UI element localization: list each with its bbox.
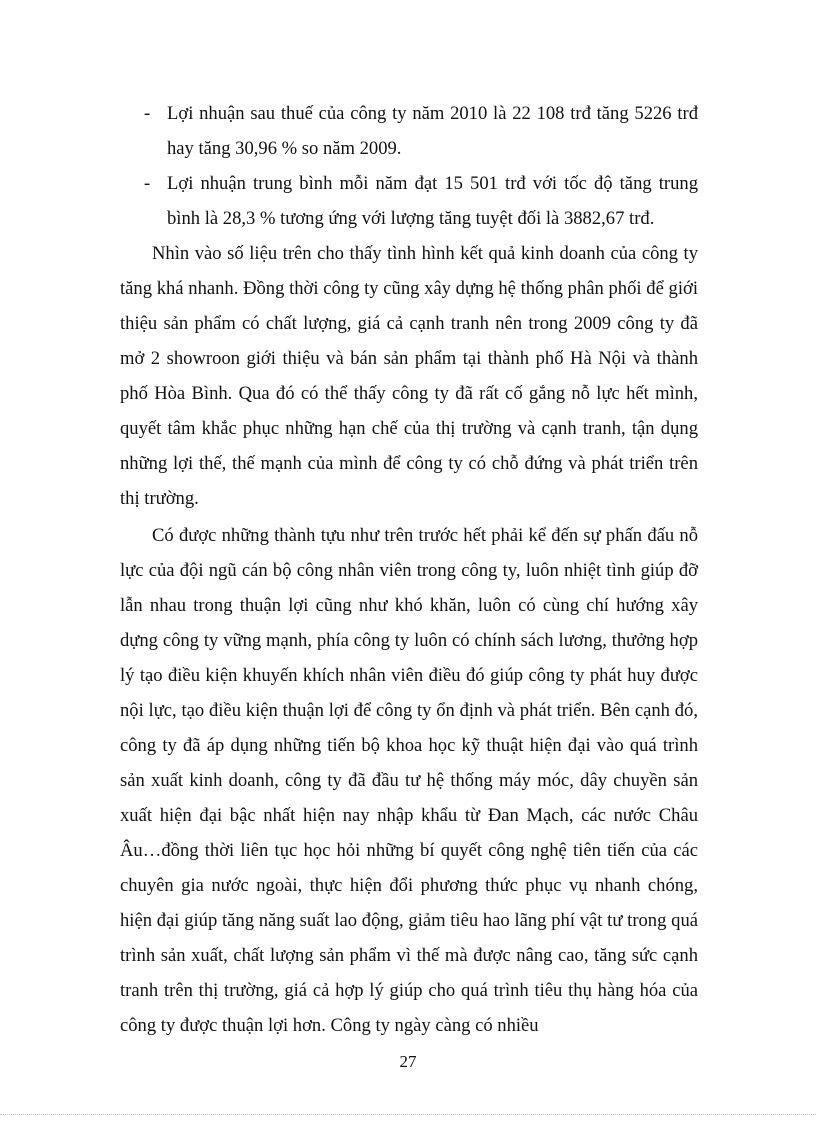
bullet-marker: -	[144, 173, 151, 194]
page-number: 27	[399, 1052, 417, 1071]
paragraph-achievements: Có được những thành tựu như trên trước hết phải kể đến sự phấn đấu nỗ lực của đội ngũ cán bộ công nhân viên trong công ty, luôn nhiệt tình giúp đỡ lẫn nhau trong thuận lợi cũng như khó khăn, luôn có cùng chí hướng xây dựng công ty vững mạnh, phía công ty luôn có chính sách lương, thưởng hợp lý tạo điều kiện khuyến khích nhân viên điều đó giúp công ty phát huy được nội lực, tạo điều kiện thuận lợi để công ty ổn định và phát triển. Bên cạnh đó, công ty đã áp dụng những tiến bộ khoa học kỹ thuật hiện đại vào quá trình sản xuất kinh doanh, công ty đã đầu tư hệ thống máy móc, dây chuyền sản xuất hiện đại bậc nhất hiện nay nhập khẩu từ Đan Mạch, các nước Châu Âu…đồng thời liên tục học hỏi những bí quyết công nghệ tiên tiến của các chuyên gia nước ngoài, thực hiện đổi phương thức phục vụ nhanh chóng, hiện đại giúp tăng năng suất lao động, giảm tiêu hao lãng phí vật tư trong quá trình sản xuất, chất lượng sản phẩm vì thế mà được nâng cao, tăng sức cạnh tranh trên thị trường, giá cả hợp lý giúp cho quá trình tiêu thụ hàng hóa của công ty được thuận lợi hơn. Công ty ngày càng có nhiều	[120, 525, 698, 1036]
page-bottom-divider	[0, 1114, 816, 1115]
bullet-marker: -	[144, 103, 151, 124]
paragraph-business-results: Nhìn vào số liệu trên cho thấy tình hình kết quả kinh doanh của công ty tăng khá nhanh. Đồng thời công ty cũng xây dựng hệ thống phân phối để giới thiệu sản phẩm có chất lượng, giá cả cạnh tranh nên trong 2009 công ty đã mở 2 showroon giới thiệu và bán sản phẩm tại thành phố Hà Nội và thành phố Hòa Bình. Qua đó có thể thấy công ty đã rất cố gắng nỗ lực hết mình, quyết tâm khắc phục những hạn chế của thị trường và cạnh tranh, tận dụng những lợi thế, thế mạnh của mình để công ty có chỗ đứng và phát triển trên thị trường.	[120, 243, 698, 509]
document-body	[120, 96, 698, 1043]
bullet-text: Lợi nhuận trung bình mỗi năm đạt 15 501 trđ với tốc độ tăng trung bình là 28,3 % tương ứng với lượng tăng tuyệt đối là 3882,67 trđ.	[167, 173, 698, 229]
bullet-item-profit-after-tax	[120, 96, 698, 166]
bullet-item-average-profit	[120, 166, 698, 236]
bullet-list	[120, 96, 698, 236]
bullet-text: Lợi nhuận sau thuế của công ty năm 2010 là 22 108 trđ tăng 5226 trđ hay tăng 30,96 % so năm 2009.	[167, 103, 698, 159]
